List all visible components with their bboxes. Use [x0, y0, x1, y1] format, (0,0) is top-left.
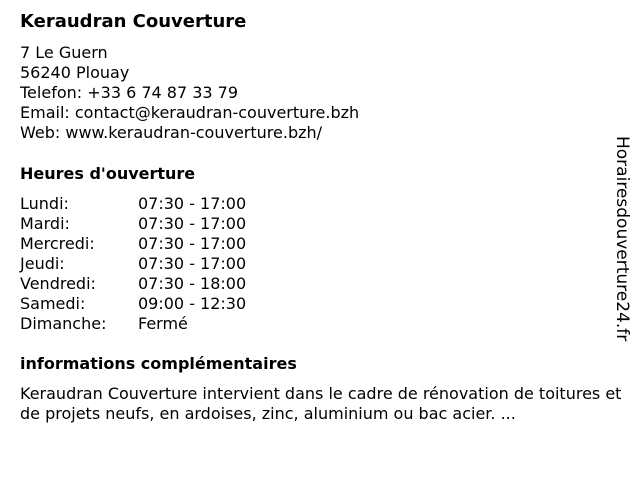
hours-day: Vendredi: [20, 274, 96, 293]
hours-time: 07:30 - 17:00 [138, 234, 247, 253]
hours-time: Fermé [138, 314, 188, 333]
hours-day: Jeudi: [20, 254, 65, 273]
hours-row-tuesday [20, 214, 246, 234]
hours-time: 07:30 - 17:00 [138, 254, 247, 273]
business-phone: Telefon: +33 6 74 87 33 79 [20, 83, 239, 102]
hours-row-thursday [20, 254, 246, 274]
hours-day: Dimanche: [20, 314, 107, 333]
business-name: Keraudran Couverture [20, 11, 247, 32]
business-web: Web: www.keraudran-couverture.bzh/ [20, 123, 323, 142]
hours-time: 07:30 - 17:00 [138, 214, 247, 233]
hours-heading: Heures d'ouverture [20, 164, 196, 183]
hours-time: 09:00 - 12:30 [138, 294, 247, 313]
business-street: 7 Le Guern [20, 43, 108, 62]
business-email: Email: contact@keraudran-couverture.bzh [20, 103, 360, 122]
info-description: Keraudran Couverture intervient dans le cadre de rénovation de toitures et de projets neufs, en ardoises, zinc, aluminium ou bac acier. ... [20, 384, 622, 423]
hours-row-wednesday [20, 234, 246, 254]
business-contact-block [20, 43, 359, 143]
hours-row-saturday [20, 294, 246, 314]
hours-day: Lundi: [20, 194, 69, 213]
hours-row-sunday [20, 314, 246, 334]
hours-table [20, 194, 246, 334]
info-heading: informations complémentaires [20, 354, 297, 373]
hours-row-friday [20, 274, 246, 294]
hours-day: Mercredi: [20, 234, 95, 253]
hours-time: 07:30 - 17:00 [138, 194, 247, 213]
hours-day: Mardi: [20, 214, 70, 233]
hours-day: Samedi: [20, 294, 86, 313]
site-watermark: Horairesdouverture24.fr [612, 136, 632, 342]
hours-row-monday [20, 194, 246, 214]
business-city: 56240 Plouay [20, 63, 130, 82]
hours-time: 07:30 - 18:00 [138, 274, 247, 293]
